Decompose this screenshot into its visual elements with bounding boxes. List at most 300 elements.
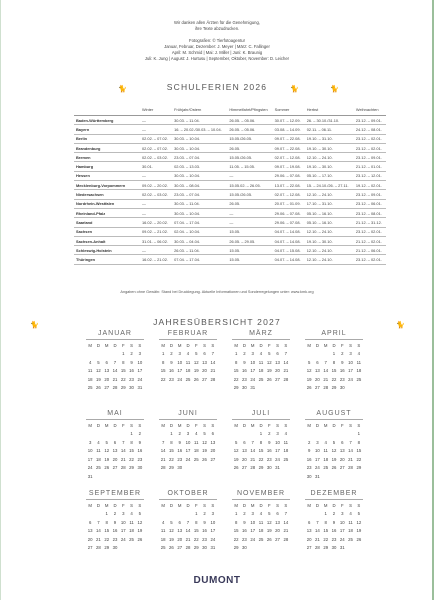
column-header: Sommer xyxy=(273,104,305,116)
weekday-header-row xyxy=(159,343,217,348)
day-number: 13 xyxy=(242,448,247,453)
day-number: 2 xyxy=(178,431,181,436)
day-number: 4 xyxy=(130,511,133,516)
day-number: 9 xyxy=(203,519,206,525)
empty-day-cell xyxy=(322,351,330,356)
state-name-cell: Saarland xyxy=(74,218,140,227)
table-row xyxy=(74,246,386,255)
day-number: 28 xyxy=(185,545,191,550)
day-number: 20 xyxy=(177,536,183,542)
month-calendar xyxy=(86,410,144,479)
day-grid xyxy=(305,511,363,550)
day-number: 30 xyxy=(266,465,272,470)
weekday-header: S xyxy=(357,503,361,508)
empty-day-cell xyxy=(94,351,102,356)
day-number: 19 xyxy=(233,456,239,462)
day-number: 1 xyxy=(170,431,173,436)
day-number: 26 xyxy=(306,385,312,390)
day-number: 1 xyxy=(161,351,165,356)
day-number: 6 xyxy=(307,519,311,525)
month-name: JULI xyxy=(232,410,290,420)
empty-day-cell xyxy=(346,431,354,436)
day-number: 2 xyxy=(307,439,311,445)
day-number: 12 xyxy=(331,448,337,453)
weekday-header: F xyxy=(340,423,344,428)
day-number: 9 xyxy=(332,519,336,525)
empty-day-cell xyxy=(94,511,102,516)
state-name-cell: Hessen xyxy=(74,171,140,180)
weekday-header-row xyxy=(86,423,144,428)
credit-line: ihre Texte abzudrucken. xyxy=(194,26,240,31)
weekday-header-row xyxy=(305,343,363,348)
month-name: SEPTEMBER xyxy=(86,490,144,500)
day-number: 4 xyxy=(97,439,100,445)
holiday-period-cell: 15.05./26.05. xyxy=(227,134,272,143)
weekday-header: D xyxy=(242,423,246,428)
state-name-cell: Bremen xyxy=(74,153,140,162)
month-name: APRIL xyxy=(305,330,363,340)
holiday-period-cell: 23.12. – 02.01. xyxy=(354,227,386,236)
day-number: 3 xyxy=(186,431,190,436)
day-number: 3 xyxy=(211,511,215,516)
day-number: 12 xyxy=(356,519,362,525)
day-number: 28 xyxy=(250,465,256,470)
day-number: 26 xyxy=(193,376,199,382)
day-number: 27 xyxy=(112,465,118,470)
cat-silhouette-icon: 🐈 xyxy=(30,322,39,329)
day-number: 21 xyxy=(315,536,320,542)
day-number: 23 xyxy=(339,376,345,382)
empty-day-cell xyxy=(103,351,111,356)
day-number: 29 xyxy=(120,385,126,390)
day-number: 1 xyxy=(195,511,198,516)
day-number: 25 xyxy=(323,465,329,470)
day-number: 24 xyxy=(177,376,183,382)
table-row xyxy=(74,116,386,125)
day-number: 7 xyxy=(349,439,352,445)
day-number: 20 xyxy=(112,456,118,462)
day-grid xyxy=(86,431,144,479)
day-number: 26 xyxy=(356,536,362,542)
day-number: 15 xyxy=(120,368,126,373)
holiday-period-cell: 04.07. – 14.08. xyxy=(273,255,305,264)
day-number: 31 xyxy=(339,545,345,550)
month-name: OKTOBER xyxy=(159,490,217,500)
table-row xyxy=(74,143,386,152)
day-number: 20 xyxy=(275,528,280,533)
day-number: 6 xyxy=(316,359,319,365)
day-number: 13 xyxy=(202,359,207,365)
weekday-header: D xyxy=(96,503,100,508)
day-number: 17 xyxy=(177,368,183,373)
holiday-period-cell: — xyxy=(140,208,172,217)
day-number: 11 xyxy=(87,368,93,373)
day-number: 21 xyxy=(323,376,329,382)
weekday-header: M xyxy=(88,343,92,348)
day-number: 2 xyxy=(170,351,173,356)
day-number: 27 xyxy=(177,545,183,550)
day-number: 24 xyxy=(339,536,345,542)
day-number: 12 xyxy=(96,368,101,373)
weekday-header-row xyxy=(305,423,363,428)
day-number: 2 xyxy=(332,511,336,516)
empty-day-cell xyxy=(313,351,321,356)
day-number: 7 xyxy=(251,439,254,445)
day-number: 16 xyxy=(306,456,312,462)
state-name-cell: Nordrhein-Westfalen xyxy=(74,199,140,208)
holiday-period-cell: 21.12. – 06.01. xyxy=(354,246,386,255)
day-number: 25 xyxy=(348,536,353,542)
holiday-period-cell: 15.05. xyxy=(227,246,272,255)
holiday-period-cell: 07.04. – 17.04. xyxy=(172,218,227,227)
holiday-period-cell: 24.12. – 08.01. xyxy=(354,125,386,134)
day-number: 1 xyxy=(259,431,263,436)
day-number: 12 xyxy=(266,359,272,365)
state-name-cell: Rheinland-Pfalz xyxy=(74,208,140,217)
holiday-period-cell: 12.10. – 24.10. xyxy=(305,153,354,162)
weekday-header: M xyxy=(307,343,311,348)
day-number: 14 xyxy=(96,528,101,533)
empty-day-cell xyxy=(111,351,119,356)
day-number: 30 xyxy=(137,465,143,470)
day-number: 29 xyxy=(233,545,239,550)
day-number: 28 xyxy=(96,545,101,550)
day-number: 15 xyxy=(356,448,362,453)
weekday-header: M xyxy=(234,503,238,508)
day-number: 2 xyxy=(341,351,344,356)
holiday-period-cell: 12.10. – 24.10. xyxy=(305,246,354,255)
column-header: Weihnachten xyxy=(354,104,386,116)
month-name: MAI xyxy=(86,410,144,420)
state-name-cell: Sachsen xyxy=(74,227,140,236)
month-name: JANUAR xyxy=(86,330,144,340)
weekday-header: M xyxy=(104,423,109,428)
day-number: 8 xyxy=(332,359,336,365)
day-number: 10 xyxy=(250,359,256,365)
state-name-cell: Berlin xyxy=(74,134,140,143)
day-number: 16 xyxy=(177,448,183,453)
day-number: 2 xyxy=(138,431,142,436)
holiday-period-cell: 15.05.02. – 26.05. xyxy=(227,181,272,190)
empty-day-cell xyxy=(86,431,94,436)
day-number: 14 xyxy=(283,519,289,525)
month-calendar xyxy=(86,330,144,390)
empty-day-cell xyxy=(86,511,94,516)
day-number: 10 xyxy=(315,448,320,453)
day-number: 10 xyxy=(339,519,345,525)
weekday-header: M xyxy=(234,343,238,348)
weekday-header: D xyxy=(169,503,173,508)
day-number: 17 xyxy=(87,456,93,462)
holiday-period-cell: 20.07. – 01.09. xyxy=(273,199,305,208)
day-number: 18 xyxy=(160,536,166,542)
day-number: 19 xyxy=(169,536,174,542)
month-calendar xyxy=(159,490,217,550)
day-number: 2 xyxy=(203,511,206,516)
holiday-period-cell: 05.10. – 16.10. xyxy=(305,218,354,227)
weekday-header: D xyxy=(113,423,117,428)
day-number: 30 xyxy=(242,385,247,390)
day-number: 12 xyxy=(137,519,143,525)
holiday-period-cell: 21.12. – 01.01. xyxy=(354,162,386,171)
day-number: 31 xyxy=(250,385,256,390)
holiday-period-cell: 19.10. – 30.10. xyxy=(305,162,354,171)
weekday-header: F xyxy=(267,423,271,428)
day-number: 16 xyxy=(266,448,272,453)
holiday-period-cell: 23.03. – 07.04. xyxy=(172,153,227,162)
day-number: 31 xyxy=(275,465,280,470)
day-number: 23 xyxy=(331,536,337,542)
day-number: 16 xyxy=(242,368,247,373)
day-number: 17 xyxy=(250,368,256,373)
month-name: FEBRUAR xyxy=(159,330,217,340)
day-number: 1 xyxy=(105,511,108,516)
weekday-header: S xyxy=(211,503,215,508)
day-number: 19 xyxy=(306,376,312,382)
day-number: 30 xyxy=(242,545,247,550)
day-number: 22 xyxy=(120,376,126,382)
day-number: 21 xyxy=(185,536,191,542)
day-number: 3 xyxy=(276,431,279,436)
holiday-period-cell: 21.12. – 02.01. xyxy=(354,236,386,245)
weekday-header: D xyxy=(242,503,246,508)
day-number: 7 xyxy=(324,359,327,365)
weekday-header: M xyxy=(161,503,165,508)
weekday-header: S xyxy=(349,343,352,348)
day-number: 11 xyxy=(323,448,328,453)
table-row xyxy=(74,153,386,162)
day-number: 6 xyxy=(211,431,215,436)
day-number: 18 xyxy=(283,448,289,453)
day-number: 14 xyxy=(210,359,216,365)
day-number: 5 xyxy=(105,439,108,445)
day-number: 23 xyxy=(266,456,272,462)
month-name: JUNI xyxy=(159,410,217,420)
day-number: 16 xyxy=(331,528,337,533)
day-number: 27 xyxy=(242,465,247,470)
day-number: 29 xyxy=(323,545,329,550)
day-number: 3 xyxy=(122,511,125,516)
table-row xyxy=(74,125,386,134)
day-number: 18 xyxy=(356,368,362,373)
day-number: 21 xyxy=(348,456,353,462)
table-row xyxy=(74,208,386,217)
day-number: 2 xyxy=(243,511,246,516)
day-number: 26 xyxy=(96,385,101,390)
holiday-period-cell: 17.10. – 31.10. xyxy=(305,199,354,208)
day-number: 11 xyxy=(356,359,362,365)
day-number: 24 xyxy=(348,376,353,382)
weekday-header-row xyxy=(232,343,290,348)
day-number: 13 xyxy=(104,368,110,373)
day-number: 15 xyxy=(160,368,166,373)
empty-day-cell xyxy=(232,431,240,436)
day-number: 15 xyxy=(104,528,110,533)
day-number: 21 xyxy=(96,536,101,542)
day-number: 1 xyxy=(234,351,238,356)
holiday-period-cell: 26. – 30.10./31.10. xyxy=(305,116,354,125)
day-number: 11 xyxy=(258,359,264,365)
day-number: 10 xyxy=(120,519,126,525)
empty-day-cell xyxy=(111,431,119,436)
day-number: 24 xyxy=(120,536,126,542)
weekday-header: S xyxy=(203,343,206,348)
day-number: 11 xyxy=(185,359,191,365)
day-number: 5 xyxy=(138,511,142,516)
weekday-header: D xyxy=(315,503,319,508)
day-number: 16 xyxy=(137,448,143,453)
table-row xyxy=(74,227,386,236)
day-number: 27 xyxy=(210,456,216,462)
day-number: 17 xyxy=(339,528,345,533)
day-number: 17 xyxy=(210,528,216,533)
day-number: 28 xyxy=(348,465,353,470)
day-grid xyxy=(305,431,363,479)
day-number: 17 xyxy=(185,448,191,453)
day-number: 25 xyxy=(258,376,264,382)
day-number: 14 xyxy=(283,359,289,365)
day-number: 9 xyxy=(268,439,271,445)
day-number: 18 xyxy=(96,456,101,462)
photo-credits xyxy=(50,20,384,62)
day-number: 4 xyxy=(349,511,352,516)
weekday-header: M xyxy=(323,423,328,428)
day-number: 3 xyxy=(349,351,352,356)
day-number: 22 xyxy=(331,376,337,382)
empty-day-cell xyxy=(184,511,192,516)
day-number: 6 xyxy=(88,519,92,525)
day-number: 3 xyxy=(316,439,319,445)
holiday-period-cell: 30.01. xyxy=(140,162,172,171)
day-number: 30 xyxy=(177,465,183,470)
weekday-header: D xyxy=(169,423,173,428)
holiday-period-cell: 29.06. – 07.08. xyxy=(273,218,305,227)
day-number: 23 xyxy=(169,376,174,382)
holiday-period-cell: 02.07. – 12.08. xyxy=(273,190,305,199)
day-number: 9 xyxy=(178,439,181,445)
holiday-period-cell: 26.05. xyxy=(227,143,272,152)
table-row xyxy=(74,255,386,264)
column-header: Winter xyxy=(140,104,172,116)
day-number: 26 xyxy=(104,465,110,470)
holiday-period-cell: 23.12. – 02.01. xyxy=(354,134,386,143)
day-number: 4 xyxy=(357,351,361,356)
weekday-header-row xyxy=(232,423,290,428)
weekday-header: M xyxy=(234,423,238,428)
day-number: 15 xyxy=(129,448,134,453)
day-number: 12 xyxy=(169,528,174,533)
table-row xyxy=(74,171,386,180)
weekday-header-row xyxy=(232,503,290,508)
cat-silhouette-icon: 🐈 xyxy=(396,322,405,329)
day-number: 9 xyxy=(243,519,246,525)
weekday-header: S xyxy=(203,423,206,428)
day-number: 23 xyxy=(112,536,118,542)
empty-day-cell xyxy=(176,511,184,516)
day-number: 28 xyxy=(315,545,320,550)
holiday-period-cell: 30.03. – 11.04. xyxy=(172,199,227,208)
day-number: 15 xyxy=(331,368,337,373)
month-calendar xyxy=(159,410,217,470)
day-number: 11 xyxy=(258,519,264,525)
holiday-period-cell: 16.02. – 20.02. xyxy=(140,218,172,227)
day-number: 7 xyxy=(211,351,215,356)
weekday-header: D xyxy=(169,343,173,348)
day-number: 9 xyxy=(341,359,344,365)
day-number: 5 xyxy=(203,431,206,436)
month-calendar xyxy=(305,490,363,550)
day-number: 25 xyxy=(129,536,134,542)
day-number: 6 xyxy=(243,439,246,445)
weekday-header: F xyxy=(194,423,198,428)
day-number: 29 xyxy=(169,465,174,470)
holiday-period-cell: 07.04. – 17.04. xyxy=(172,255,227,264)
cat-silhouette-icon: 🐈 xyxy=(330,86,339,93)
day-grid xyxy=(232,511,290,550)
weekday-header: S xyxy=(357,343,361,348)
day-number: 12 xyxy=(233,448,239,453)
day-number: 24 xyxy=(137,376,143,382)
day-number: 13 xyxy=(112,448,118,453)
column-header: Himmelfahrt/Pfingsten xyxy=(227,104,272,116)
day-number: 22 xyxy=(160,376,166,382)
day-number: 30 xyxy=(306,473,312,479)
day-number: 30 xyxy=(112,545,118,550)
weekday-header: D xyxy=(259,343,263,348)
day-number: 7 xyxy=(97,519,100,525)
day-number: 5 xyxy=(268,351,271,356)
weekday-header: F xyxy=(194,343,198,348)
day-number: 21 xyxy=(283,528,289,533)
holiday-period-cell: 30.03. – 08.04. xyxy=(172,181,227,190)
day-number: 1 xyxy=(332,351,336,356)
holiday-period-cell: 21.12. – 31.12. xyxy=(354,218,386,227)
weekday-header: D xyxy=(332,343,336,348)
holiday-period-cell: 23.03. – 07.04. xyxy=(172,190,227,199)
holiday-period-cell: 15. – 24.10./26. – 27.11. xyxy=(305,181,354,190)
column-header: Frühjahr/Ostern xyxy=(172,104,227,116)
day-number: 10 xyxy=(185,439,191,445)
weekday-header: S xyxy=(211,343,215,348)
column-header-state xyxy=(74,104,140,116)
weekday-header: D xyxy=(332,423,336,428)
day-number: 25 xyxy=(283,456,289,462)
day-number: 23 xyxy=(242,536,247,542)
day-number: 23 xyxy=(202,536,207,542)
weekday-header: M xyxy=(104,343,109,348)
empty-day-cell xyxy=(86,351,94,356)
holiday-period-cell: 19.10. – 30.10. xyxy=(305,236,354,245)
day-number: 29 xyxy=(104,545,110,550)
state-name-cell: Brandenburg xyxy=(74,143,140,152)
weekday-header: D xyxy=(315,343,319,348)
holiday-period-cell: 09.07. – 22.08. xyxy=(273,134,305,143)
holiday-period-cell: 04.07. – 15.08. xyxy=(273,246,305,255)
day-number: 15 xyxy=(193,528,199,533)
holiday-period-cell: 02.04. – 10.04. xyxy=(172,227,227,236)
day-number: 11 xyxy=(160,528,166,533)
day-number: 1 xyxy=(234,511,238,516)
day-number: 5 xyxy=(97,359,100,365)
holiday-period-cell: 26.05. – 29.05. xyxy=(227,236,272,245)
weekday-header: D xyxy=(113,343,117,348)
weekday-header: S xyxy=(130,423,133,428)
weekday-header: M xyxy=(161,343,165,348)
day-number: 30 xyxy=(129,385,134,390)
day-number: 28 xyxy=(283,536,289,542)
day-number: 22 xyxy=(233,376,239,382)
table-row xyxy=(74,162,386,171)
